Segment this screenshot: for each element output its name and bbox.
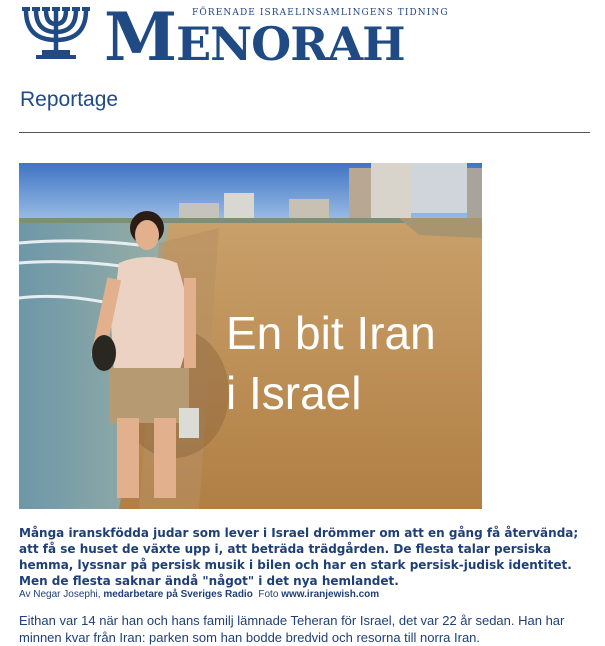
divider	[19, 132, 590, 133]
byline-photo-link[interactable]: www.iranjewish.com	[281, 589, 380, 600]
headline-line-1: En bit Iran	[226, 307, 436, 359]
menorah-icon	[20, 6, 92, 60]
byline-photo-label: Foto	[258, 589, 279, 600]
article-photo	[19, 163, 482, 509]
brand-rest: ENORAH	[176, 17, 405, 71]
body-paragraph: Eithan var 14 när han och hans familj lämnade Teheran för Israel, det var 22 år sedan. Han har minnen kvar från Iran: parken som han bodde bredvid och resorna till norra Iran.	[19, 613, 565, 645]
lead-paragraph: Många iranskfödda judar som lever i Israel drömmer om att en gång få återvända; att få se huset de växte upp i, att beträda trädgården. De flesta talar persiska hemma, lyssnar på persisk musik i bilen och har en stark persisk-judisk identitet. Men de flesta saknar ändå "något" i det nya hemlandet.	[19, 526, 579, 588]
section-title: Reportage	[20, 88, 119, 111]
photo-headline	[226, 303, 436, 423]
masthead-tagline: FÖRENADE ISRAELINSAMLINGENS TIDNING	[192, 8, 449, 18]
headline-line-2: i Israel	[226, 367, 362, 419]
byline	[19, 589, 591, 600]
brand-initial: M	[104, 0, 177, 76]
masthead	[20, 0, 449, 76]
byline-role: medarbetare på Sveriges Radio	[103, 589, 253, 600]
byline-author: Av Negar Josephi,	[19, 589, 101, 600]
